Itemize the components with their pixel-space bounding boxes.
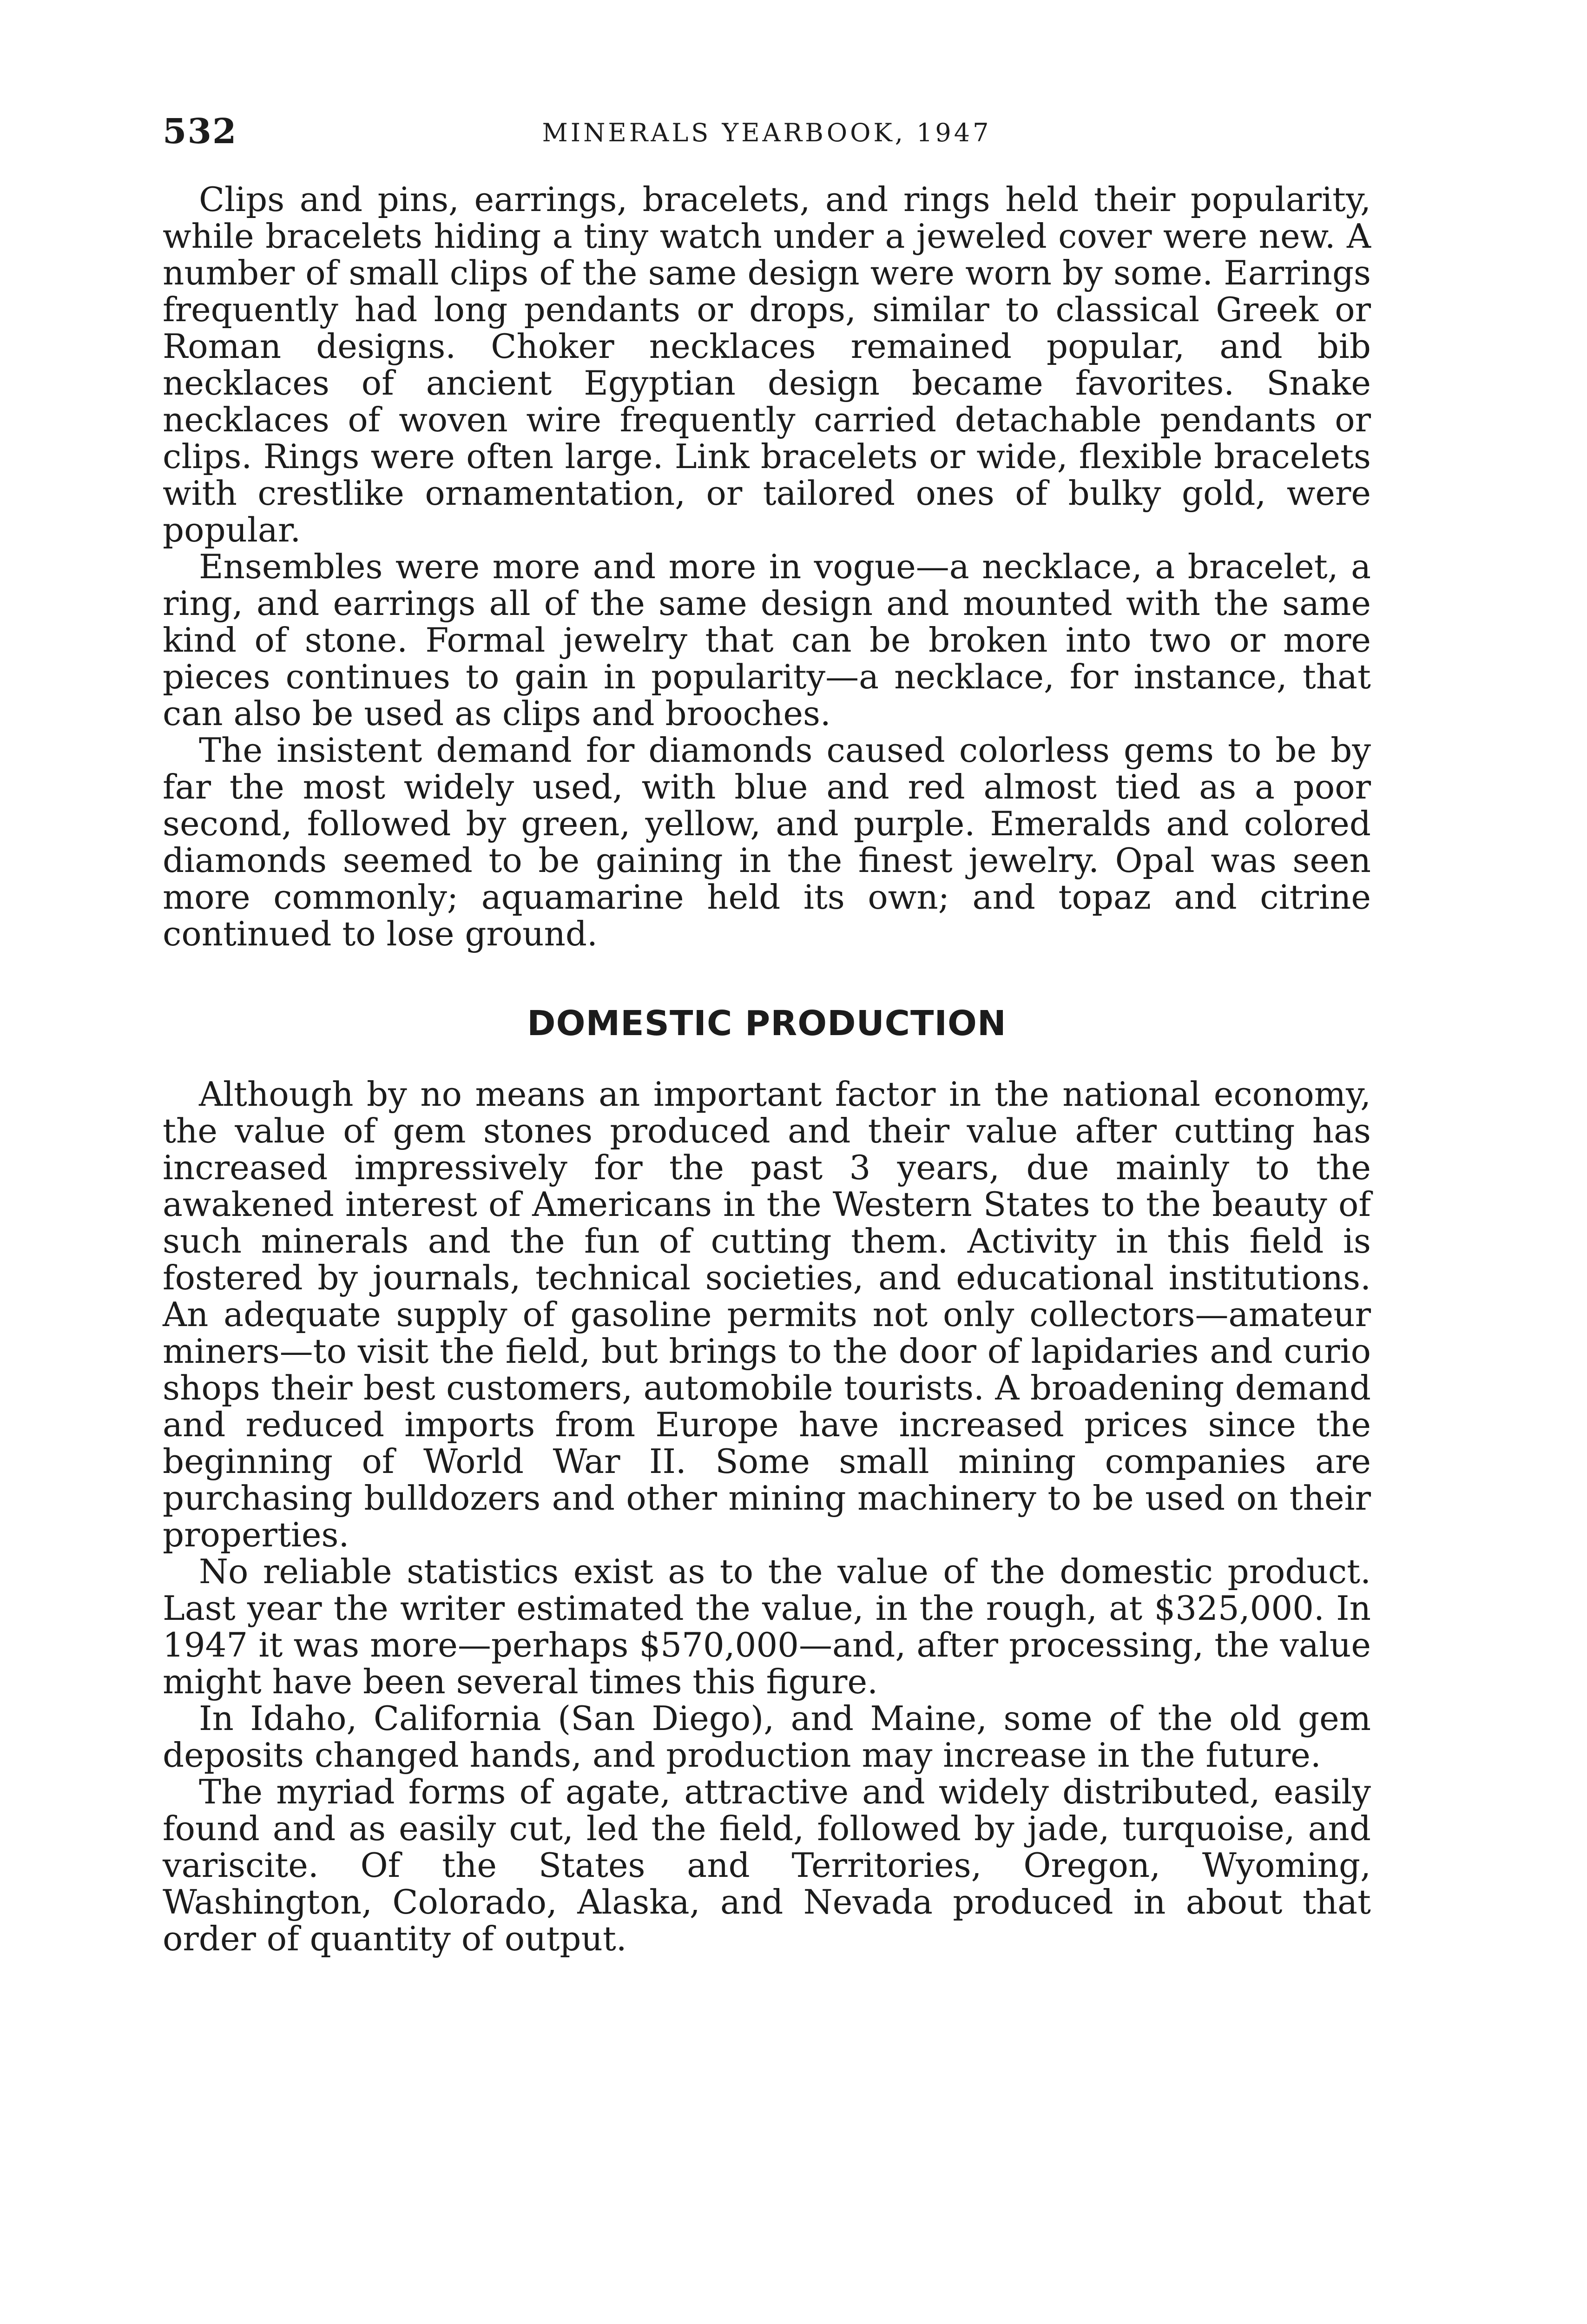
paragraph: Ensembles were more and more in vogue—a necklace, a bracelet, a ring, and earrings all of the same design and mounted with the same kind of stone. Formal jewelry that can be broken into two or more pieces continues to gain in popularity—a necklace, for instance, that can also be used as clips and brooches. [163, 547, 1371, 733]
page-number: 532 [163, 112, 237, 152]
paragraph: Clips and pins, earrings, bracelets, and rings held their popularity, while bracelets hiding a tiny watch under a jeweled cover were new. A number of small clips of the same design were worn by some. Earrings frequently had long pendants or drops, similar to classical Greek or Roman designs. Choker necklaces remained popular, and bib necklaces of ancient Egyptian design became favorites. Snake necklaces of woven wire frequently carried detachable pendants or clips. Rings were often large. Link bracelets or wide, flexible bracelets with crestlike ornamentation, or tailored ones of bulky gold, were popular. [163, 180, 1371, 549]
paragraph: No reliable statistics exist as to the value of the domestic product. Last year the writer estimated the value, in the rough, at $325,000. In 1947 it was more—perhaps $570,000—and, after processing, the value might have been several times this figure. [163, 1552, 1371, 1701]
running-head [163, 112, 1371, 163]
section-jewelry-trends [163, 181, 1371, 952]
paragraph: The myriad forms of agate, attractive and widely distributed, easily found and as easily cut, led the field, followed by jade, turquoise, and variscite. Of the States and Territories, Oregon, Wyoming, Washington, Colorado, Alaska, and Nevada produced in about that order of quantity of output. [163, 1772, 1371, 1958]
section-domestic-production [163, 1004, 1371, 1957]
running-title: MINERALS YEARBOOK, 1947 [542, 118, 992, 147]
paragraph: In Idaho, California (San Diego), and Maine, some of the old gem deposits changed hands, and production may increase in the future. [163, 1699, 1371, 1775]
paragraph: Although by no means an important factor in the national economy, the value of gem stones produced and their value after cutting has increased impressively for the past 3 years, due mainly to the awakened interest of Americans in the Western States to the beauty of such minerals and the fun of cutting them. Activity in this field is fostered by journals, technical societies, and educational institutions. An adequate supply of gasoline permits not only collectors—amateur miners—to visit the field, but brings to the door of lapidaries and curio shops their best customers, automobile tourists. A broadening demand and reduced imports from Europe have increased prices since the beginning of World War II. Some small mining companies are purchasing bulldozers and other mining machinery to be used on their properties. [163, 1075, 1371, 1554]
paragraph: The insistent demand for diamonds caused colorless gems to be by far the most widely used, with blue and red almost tied as a poor second, followed by green, yellow, and purple. Emeralds and colored diamonds seemed to be gaining in the finest jewelry. Opal was seen more commonly; aquamarine held its own; and topaz and citrine continued to lose ground. [163, 731, 1371, 953]
section-heading: DOMESTIC PRODUCTION [527, 1004, 1007, 1043]
document-page [163, 112, 1371, 1957]
